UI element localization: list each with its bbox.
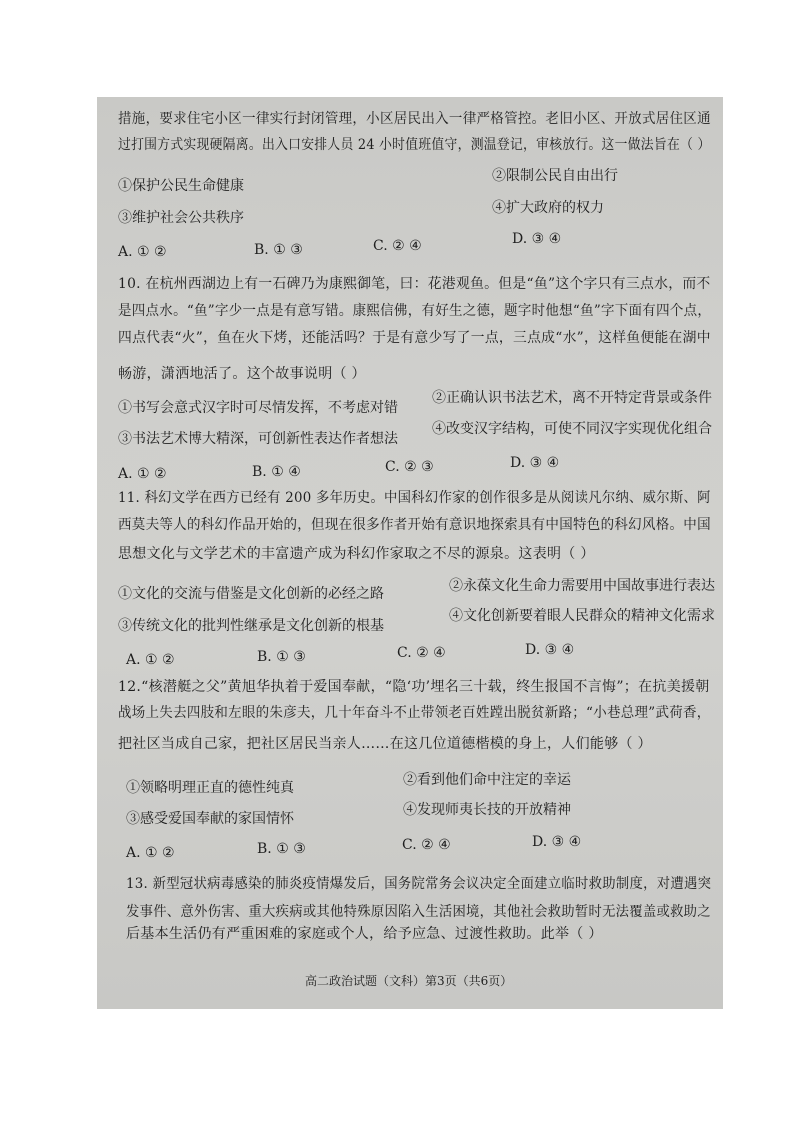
q12-text-line-2: 战场上失去四肢和左眼的朱彦夫，几十年奋斗不止带领老百姓蹚出脱贫新路；“小巷总理”武荷香， <box>118 705 711 721</box>
q12-text-line-1: 12.“核潜艇之父”黄旭华执着于爱国奉献，“隐‘功’埋名三十载，终生报国不言悔”；在抗美援朝 <box>118 679 710 695</box>
q10-text-line-1: 10. 在杭州西湖边上有一石碑乃为康熙御笔，曰：花港观鱼。但是“鱼”这个字只有三点水，而不 <box>118 276 711 292</box>
q10-text-line-4: 畅游，潇洒地活了。这个故事说明（ ） <box>118 366 366 382</box>
q11-statement-4: ④文化创新要着眼人民群众的精神文化需求 <box>449 608 715 624</box>
q11-statement-1: ①文化的交流与借鉴是文化创新的必经之路 <box>118 586 384 602</box>
q9-statement-1: ①保护公民生命健康 <box>118 178 244 194</box>
q11-text-line-2: 西莫夫等人的科幻作品开始的，但现在很多作者开始有意识地探索具有中国特色的科幻风格。中国 <box>118 517 711 533</box>
q10-choice-b: B. ① ④ <box>252 464 301 480</box>
q13-text-line-2: 发事件、意外伤害、重大疾病或其他特殊原因陷入生活困境，其他社会救助暂时无法覆盖或救助之 <box>126 904 711 920</box>
q12-statement-2: ②看到他们命中注定的幸运 <box>403 772 571 788</box>
q10-text-line-2: 是四点水。“鱼”字少一点是有意写错。康熙信佛，有好生之德，题字时他想“鱼”字下面有四个点， <box>118 303 712 319</box>
q11-statement-3: ③传统文化的批判性继承是文化创新的根基 <box>118 618 384 634</box>
q9-statement-2: ②限制公民自由出行 <box>492 168 618 184</box>
q10-statement-4: ④改变汉字结构，可使不同汉字实现优化组合 <box>432 421 712 437</box>
q9-choice-c: C. ② ④ <box>373 238 422 254</box>
page-footer: 高二政治试题（文科）第3页（共6页） <box>305 974 513 988</box>
q10-statement-3: ③书法艺术博大精深，可创新性表达作者想法 <box>118 431 398 447</box>
q9-text-line-2: 过打围方式实现硬隔离。出入口安排人员 24 小时值班值守，测温登记，审核放行。这一做法旨在（ ） <box>118 137 711 153</box>
q9-statement-3: ③维护社会公共秩序 <box>118 210 244 226</box>
q10-statement-1: ①书写会意式汉字时可尽情发挥，不考虑对错 <box>118 400 398 416</box>
q11-text-line-3: 思想文化与文学艺术的丰富遗产成为科幻作家取之不尽的源泉。这表明（ ） <box>118 546 595 562</box>
q12-choice-c: C. ② ④ <box>402 837 451 853</box>
q10-choice-c: C. ② ③ <box>385 459 434 475</box>
q13-text-line-3: 后基本生活仍有严重困难的家庭或个人，给予应急、过渡性救助。此举（ ） <box>126 926 603 942</box>
q12-choice-d: D. ③ ④ <box>532 834 582 850</box>
q9-statement-4: ④扩大政府的权力 <box>492 200 604 216</box>
exam-page <box>97 97 723 1009</box>
q9-text-line-1: 措施，要求住宅小区一律实行封闭管理，小区居民出入一律严格管控。老旧小区、开放式居住区通 <box>118 111 711 127</box>
q12-statement-3: ③感受爱国奉献的家国情怀 <box>126 811 294 827</box>
q11-choice-b: B. ① ③ <box>257 649 306 665</box>
q13-text-line-1: 13. 新型冠状病毒感染的肺炎疫情爆发后，国务院常务会议决定全面建立临时救助制度，对遭遇突 <box>126 876 712 892</box>
q11-statement-2: ②永葆文化生命力需要用中国故事进行表达 <box>449 578 715 594</box>
q11-choice-d: D. ③ ④ <box>525 642 575 658</box>
q10-text-line-3: 四点代表“火”，鱼在火下烤，还能活吗？于是有意少写了一点，三点成“水”，这样鱼便能在湖中 <box>118 330 711 346</box>
q9-choice-d: D. ③ ④ <box>512 231 562 247</box>
q9-choice-b: B. ① ③ <box>254 242 303 258</box>
q11-text-line-1: 11. 科幻文学在西方已经有 200 多年历史。中国科幻作家的创作很多是从阅读凡尔纳、威尔斯、阿 <box>118 490 711 506</box>
q12-text-line-3: 把社区当成自己家，把社区居民当亲人……在这几位道德楷模的身上，人们能够（ ） <box>118 736 652 752</box>
q11-choice-c: C. ② ④ <box>397 645 446 661</box>
q12-statement-1: ①领略明理正直的德性纯真 <box>126 780 294 796</box>
q12-choice-a: A. ① ② <box>126 845 175 861</box>
q10-choice-a: A. ① ② <box>118 466 167 482</box>
q10-choice-d: D. ③ ④ <box>510 455 560 471</box>
q12-choice-b: B. ① ③ <box>257 841 306 857</box>
q12-statement-4: ④发现师夷长技的开放精神 <box>403 802 571 818</box>
q11-choice-a: A. ① ② <box>126 652 175 668</box>
q10-statement-2: ②正确认识书法艺术，离不开特定背景或条件 <box>432 390 712 406</box>
q9-choice-a: A. ① ② <box>118 244 167 260</box>
